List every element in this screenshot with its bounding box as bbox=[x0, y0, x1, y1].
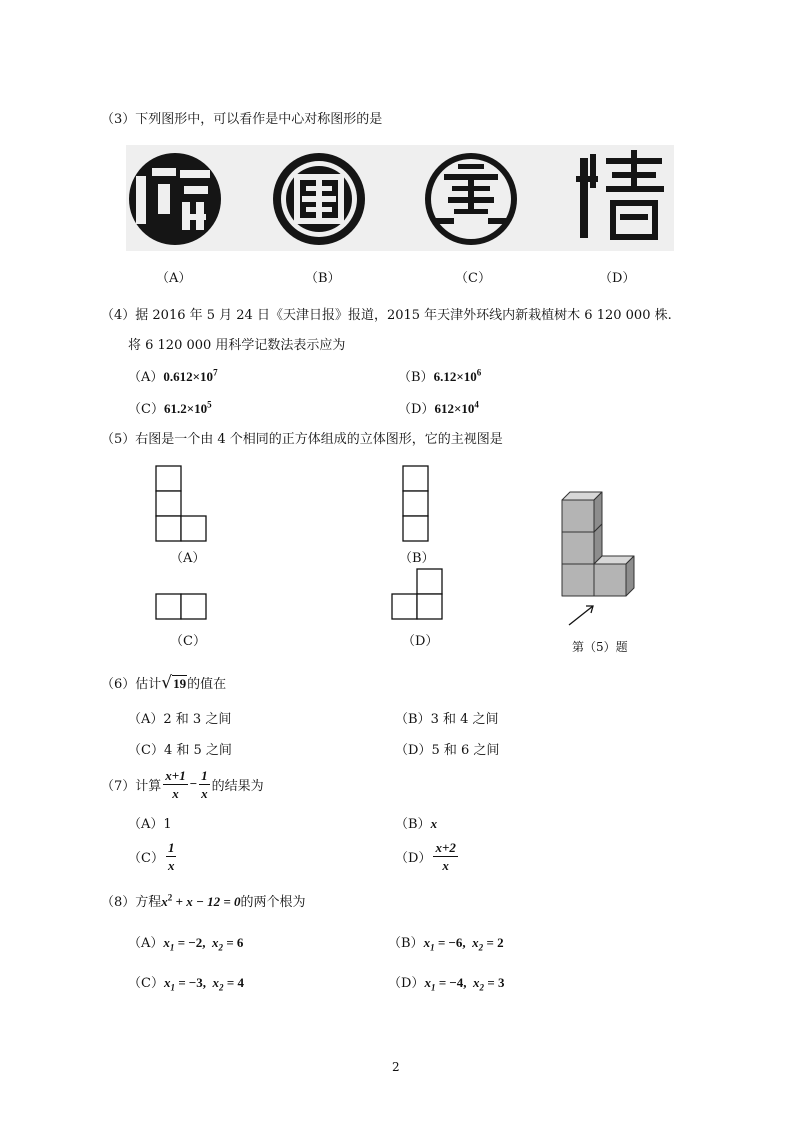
q5-label-d: （D） bbox=[402, 634, 439, 649]
q3-label-b: （B） bbox=[305, 271, 341, 286]
q4-option-d: $(D)612\times 10^4$ bbox=[398, 399, 479, 417]
q6-stem: （6）估计√19的值在 bbox=[101, 673, 227, 693]
q5-view-c bbox=[155, 593, 209, 621]
q5-figure-caption: 第（5）题 bbox=[572, 640, 628, 654]
q7-option-d: （D） $\frac{x+2}{x}$ bbox=[395, 839, 456, 873]
q7-option-c: （C） $\frac{1}{x}$ bbox=[128, 839, 175, 873]
q7-stem: （7）计算 $\frac{x+1}{x}$ − $\frac{1}{x}$ 的结果为 bbox=[101, 767, 264, 801]
q6-option-b: （B）3 和 4 之间 bbox=[395, 712, 499, 727]
q4-option-a: $(A)0.612\times 10^7$ bbox=[128, 367, 218, 385]
q3-stem: （3）下列图形中，可以看作是中心对称图形的是 bbox=[101, 112, 383, 127]
q8-option-a: $(A)x_1 = -2$, $x_2 = 6$ bbox=[128, 935, 244, 953]
q4-stem-line2: 将 6 120 000 用科学记数法表示应为 bbox=[128, 338, 346, 353]
q8-option-d: $(D)x_1 = -4$, $x_2 = 3$ bbox=[388, 975, 505, 993]
seal-a bbox=[128, 152, 222, 246]
seal-b bbox=[272, 152, 366, 246]
q6-option-c: （C）4 和 5 之间 bbox=[128, 743, 232, 758]
q8-option-b: $(B)x_1 = -6$, $x_2 = 2$ bbox=[388, 935, 504, 953]
page-number: 2 bbox=[392, 1060, 400, 1074]
q5-view-a bbox=[155, 465, 209, 543]
q5-label-a: （A） bbox=[170, 551, 206, 566]
q6-option-a: （A）2 和 3 之间 bbox=[128, 712, 232, 727]
q5-label-c: （C） bbox=[170, 634, 206, 649]
q6-option-d: （D）5 和 6 之间 bbox=[395, 743, 500, 758]
q4-stem-line1: （4）据 2016 年 5 月 24 日《天津日报》报道，2015 年天津外环线内新栽植树木 6 120 000 株. bbox=[101, 308, 672, 323]
seal-c bbox=[424, 152, 518, 246]
q5-view-d bbox=[391, 568, 445, 622]
q3-label-c: （C） bbox=[455, 271, 491, 286]
q4-option-b: $(B)6.12\times 10^6$ bbox=[398, 367, 482, 385]
seal-d bbox=[576, 150, 670, 246]
q8-stem: （8）方程$x^2 + x - 12 = 0$的两个根为 bbox=[101, 892, 306, 910]
q5-view-b bbox=[402, 465, 432, 543]
q3-label-a: （A） bbox=[156, 271, 192, 286]
q5-label-b: （B） bbox=[399, 551, 435, 566]
q4-option-c: $(C)61.2\times 10^5$ bbox=[128, 399, 212, 417]
q5-stem: （5）右图是一个由 4 个相同的正方体组成的立体图形，它的主视图是 bbox=[101, 432, 503, 447]
q8-option-c: $(C)x_1 = -3$, $x_2 = 4$ bbox=[128, 975, 244, 993]
q7-option-b: （B）x bbox=[395, 816, 438, 832]
q7-option-a: （A）1 bbox=[128, 817, 172, 832]
q5-3d-figure bbox=[555, 488, 645, 628]
q3-label-d: （D） bbox=[599, 271, 636, 286]
q6-radicand: 19 bbox=[173, 676, 187, 691]
